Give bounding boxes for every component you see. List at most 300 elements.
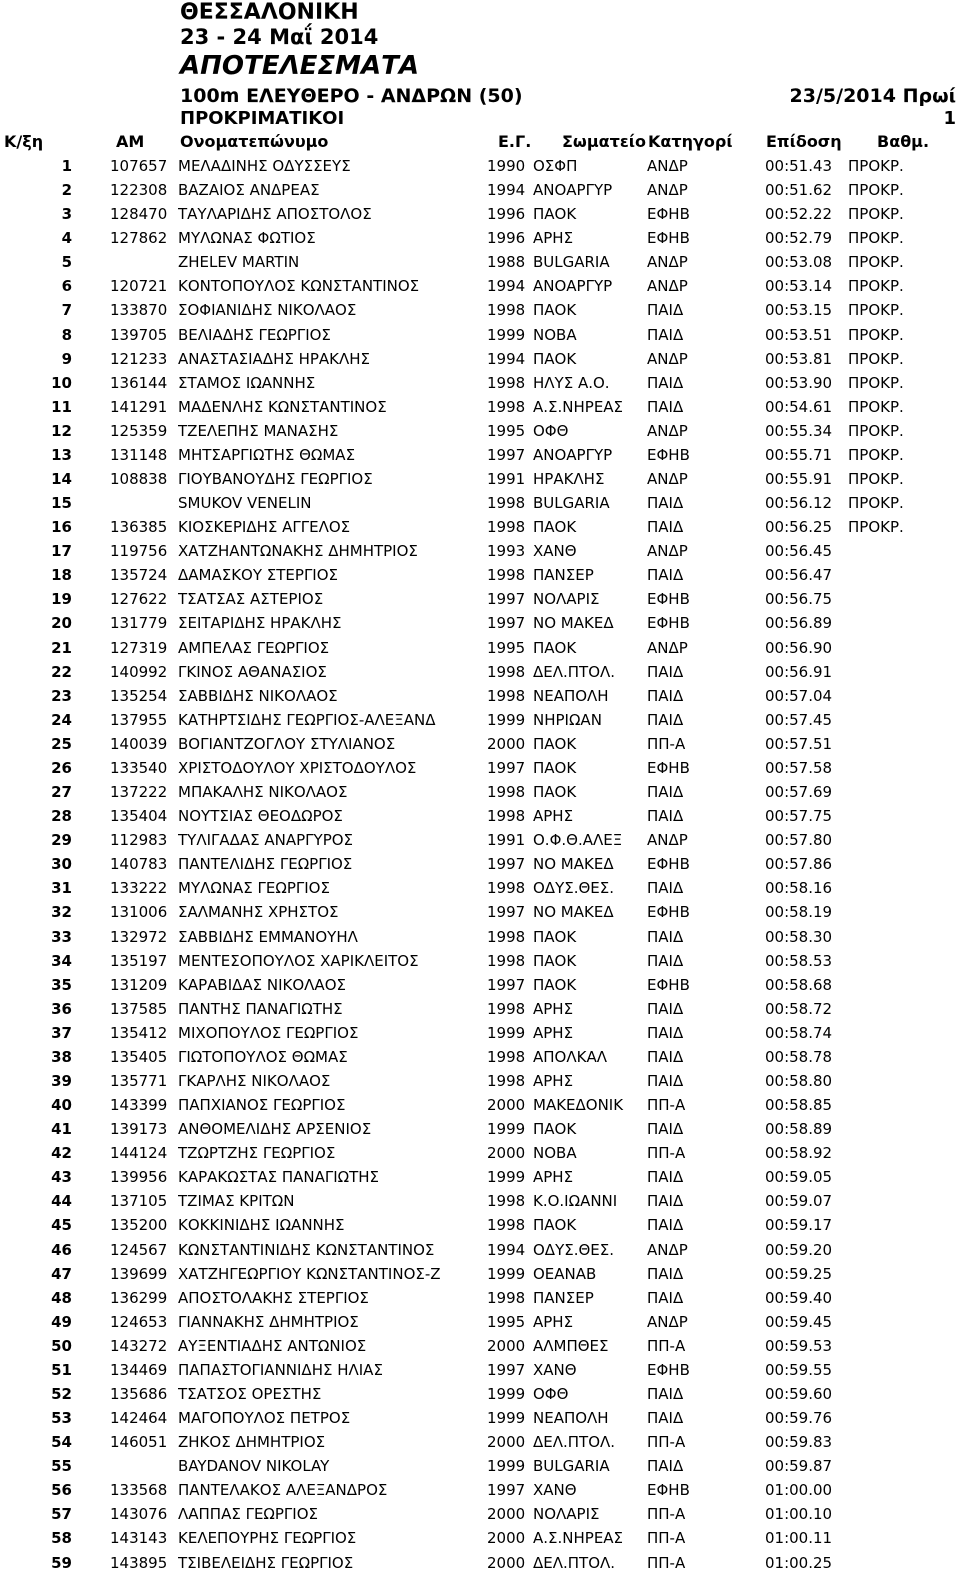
club-cell: ΝΟ ΜΑΚΕΔ (533, 903, 614, 922)
birth-year-cell: 1994 (487, 349, 526, 368)
qualification-cell: ΠΡΟΚΡ. (848, 470, 904, 489)
time-cell: 00:54.61 (765, 397, 833, 416)
am-cell: 124567 (110, 1240, 168, 1259)
qualification-cell: ΠΡΟΚΡ. (848, 349, 904, 368)
athlete-name-cell: ΓΙΩΤΟΠΟΥΛΟΣ ΘΩΜΑΣ (178, 1047, 348, 1066)
category-cell: ΠΠ-Α (647, 1505, 686, 1524)
birth-year-cell: 1998 (487, 1047, 526, 1066)
table-row (0, 877, 960, 901)
athlete-name-cell: ΑΝΑΣΤΑΣΙΑΔΗΣ ΗΡΑΚΛΗΣ (178, 349, 371, 368)
am-cell: 135197 (110, 951, 168, 970)
column-header-category: Κατηγορί (648, 132, 733, 151)
time-cell: 00:59.17 (765, 1216, 833, 1235)
table-row (0, 468, 960, 492)
athlete-name-cell: ΤΖΩΡΤΖΗΣ ΓΕΩΡΓΙΟΣ (178, 1144, 336, 1163)
rank-cell: 49 (51, 1312, 72, 1331)
rank-cell: 34 (51, 951, 72, 970)
time-cell: 00:56.47 (765, 566, 833, 585)
category-cell: ΠΑΙΔ (647, 1168, 684, 1187)
table-row (0, 1335, 960, 1359)
club-cell: ΑΡΗΣ (533, 229, 574, 248)
birth-year-cell: 1994 (487, 181, 526, 200)
category-cell: ΠΠ-Α (647, 1433, 686, 1452)
time-cell: 00:56.45 (765, 542, 833, 561)
athlete-name-cell: ΜΕΛΑΔΙΝΗΣ ΟΔΥΣΣΕΥΣ (178, 157, 351, 175)
athlete-name-cell: ΚΑΡΑΒΙΔΑΣ ΝΙΚΟΛΑΟΣ (178, 975, 346, 994)
birth-year-cell: 1999 (487, 1120, 526, 1139)
table-row (0, 926, 960, 950)
birth-year-cell: 1997 (487, 445, 526, 464)
athlete-name-cell: ΖΗΚΟΣ ΔΗΜΗΤΡΙΟΣ (178, 1433, 326, 1452)
time-cell: 00:58.16 (765, 879, 833, 898)
rank-cell: 17 (51, 542, 72, 561)
table-row (0, 564, 960, 588)
category-cell: ΑΝΔΡ (647, 421, 688, 440)
time-cell: 01:00.11 (765, 1529, 833, 1548)
table-row (0, 901, 960, 925)
table-row (0, 1359, 960, 1383)
club-cell: ΑΡΗΣ (533, 999, 574, 1018)
table-row (0, 155, 960, 179)
table-row (0, 1527, 960, 1551)
rank-cell: 15 (51, 494, 72, 513)
athlete-name-cell: ΣΑΛΜΑΝΗΣ ΧΡΗΣΤΟΣ (178, 903, 339, 922)
birth-year-cell: 1998 (487, 494, 526, 513)
table-row (0, 1479, 960, 1503)
birth-year-cell: 1998 (487, 1071, 526, 1090)
category-cell: ΠΑΙΔ (647, 999, 684, 1018)
club-cell: ΝΟ ΜΑΚΕΔ (533, 855, 614, 874)
club-cell: ΧΑΝΘ (533, 542, 577, 561)
time-cell: 00:56.90 (765, 638, 833, 657)
am-cell: 133222 (110, 879, 168, 898)
athlete-name-cell: ΤΥΛΙΓΑΔΑΣ ΑΝΑΡΓΥΡΟΣ (178, 831, 354, 850)
qualification-cell: ΠΡΟΚΡ. (848, 494, 904, 513)
category-cell: ΑΝΔΡ (647, 542, 688, 561)
rank-cell: 10 (51, 373, 72, 392)
column-header-position: Κ/ξη (4, 132, 44, 151)
birth-year-cell: 1998 (487, 301, 526, 320)
birth-year-cell: 1999 (487, 1168, 526, 1187)
rank-cell: 18 (51, 566, 72, 585)
am-cell: 131006 (110, 903, 168, 922)
birth-year-cell: 2000 (487, 1096, 526, 1115)
table-row (0, 1190, 960, 1214)
club-cell: BULGARIA (533, 1457, 610, 1476)
club-cell: ΟΣΦΠ (533, 157, 578, 175)
rank-cell: 47 (51, 1264, 72, 1283)
club-cell: ΑΡΗΣ (533, 807, 574, 826)
time-cell: 00:57.69 (765, 783, 833, 802)
am-cell: 140783 (110, 855, 168, 874)
table-row (0, 998, 960, 1022)
rank-cell: 54 (51, 1433, 72, 1452)
club-cell: ΝΗΡΙΩΑΝ (533, 710, 602, 729)
rank-cell: 38 (51, 1047, 72, 1066)
table-row (0, 757, 960, 781)
rank-cell: 53 (51, 1409, 72, 1428)
am-cell: 119756 (110, 542, 168, 561)
athlete-name-cell: ΜΥΛΩΝΑΣ ΓΕΩΡΓΙΟΣ (178, 879, 330, 898)
athlete-name-cell: ΤΖΕΛΕΠΗΣ ΜΑΝΑΣΗΣ (178, 421, 339, 440)
qualification-cell: ΠΡΟΚΡ. (848, 421, 904, 440)
category-cell: ΠΑΙΔ (647, 951, 684, 970)
club-cell: ΔΕΛ.ΠΤΟΛ. (533, 1553, 616, 1572)
club-cell: ΝΟΒΑ (533, 325, 577, 344)
rank-cell: 29 (51, 831, 72, 850)
am-cell: 143895 (110, 1553, 168, 1572)
category-cell: ΠΠ-Α (647, 1096, 686, 1115)
time-cell: 00:53.14 (765, 277, 833, 296)
rank-cell: 24 (51, 710, 72, 729)
rank-cell: 52 (51, 1384, 72, 1403)
city-title: ΘΕΣΣΑΛΟΝΙΚΗ (180, 0, 359, 25)
category-cell: ΠΑΙΔ (647, 879, 684, 898)
club-cell: ΑΡΗΣ (533, 1071, 574, 1090)
am-cell: 112983 (110, 831, 168, 850)
am-cell: 125359 (110, 421, 168, 440)
am-cell: 139173 (110, 1120, 168, 1139)
table-row (0, 1046, 960, 1070)
rank-cell: 39 (51, 1071, 72, 1090)
athlete-name-cell: ΓΙΑΝΝΑΚΗΣ ΔΗΜΗΤΡΙΟΣ (178, 1312, 359, 1331)
birth-year-cell: 1997 (487, 855, 526, 874)
rank-cell: 31 (51, 879, 72, 898)
athlete-name-cell: ΜΗΤΣΑΡΓΙΩΤΗΣ ΘΩΜΑΣ (178, 445, 356, 464)
athlete-name-cell: ΜΥΛΩΝΑΣ ΦΩΤΙΟΣ (178, 229, 316, 248)
category-cell: ΑΝΔΡ (647, 831, 688, 850)
athlete-name-cell: ΚΟΚΚΙΝΙΔΗΣ ΙΩΑΝΝΗΣ (178, 1216, 345, 1235)
am-cell: 131148 (110, 445, 168, 464)
qualification-cell: ΠΡΟΚΡ. (848, 301, 904, 320)
club-cell: ΑΝΟΑΡΓΥΡ (533, 445, 613, 464)
birth-year-cell: 1988 (487, 253, 526, 272)
rank-cell: 1 (61, 157, 72, 175)
table-row (0, 805, 960, 829)
rank-cell: 9 (61, 349, 72, 368)
athlete-name-cell: ΒΕΛΙΑΔΗΣ ΓΕΩΡΓΙΟΣ (178, 325, 331, 344)
birth-year-cell: 1990 (487, 157, 526, 175)
time-cell: 00:56.91 (765, 662, 833, 681)
athlete-name-cell: ΑΠΟΣΤΟΛΑΚΗΣ ΣΤΕΡΓΙΟΣ (178, 1288, 369, 1307)
time-cell: 00:51.62 (765, 181, 833, 200)
table-row (0, 829, 960, 853)
time-cell: 00:51.43 (765, 157, 833, 175)
birth-year-cell: 1998 (487, 518, 526, 537)
rank-cell: 40 (51, 1096, 72, 1115)
time-cell: 00:56.25 (765, 518, 833, 537)
category-cell: ΑΝΔΡ (647, 157, 688, 175)
rank-cell: 11 (51, 397, 72, 416)
birth-year-cell: 1996 (487, 229, 526, 248)
time-cell: 00:57.45 (765, 710, 833, 729)
am-cell: 131209 (110, 975, 168, 994)
table-row (0, 275, 960, 299)
am-cell: 121233 (110, 349, 168, 368)
category-cell: ΠΑΙΔ (647, 807, 684, 826)
table-row (0, 251, 960, 275)
athlete-name-cell: ΠΑΠΧΙΑΝΟΣ ΓΕΩΡΓΙΟΣ (178, 1096, 346, 1115)
athlete-name-cell: BAYDANOV NIKOLAY (178, 1457, 330, 1476)
rank-cell: 12 (51, 421, 72, 440)
table-row (0, 733, 960, 757)
am-cell: 137105 (110, 1192, 168, 1211)
category-cell: ΠΠ-Α (647, 1144, 686, 1163)
athlete-name-cell: ΤΣΙΒΕΛΕΙΔΗΣ ΓΕΩΡΓΙΟΣ (178, 1553, 354, 1572)
table-row (0, 612, 960, 636)
athlete-name-cell: ΓΙΟΥΒΑΝΟΥΔΗΣ ΓΕΩΡΓΙΟΣ (178, 470, 373, 489)
category-cell: ΠΑΙΔ (647, 662, 684, 681)
time-cell: 00:59.60 (765, 1384, 833, 1403)
table-row (0, 1455, 960, 1479)
am-cell: 135254 (110, 686, 168, 705)
club-cell: ΟΦΘ (533, 1384, 569, 1403)
club-cell: Α.Σ.ΝΗΡΕΑΣ (533, 397, 624, 416)
category-cell: ΕΦΗΒ (647, 903, 690, 922)
birth-year-cell: 1991 (487, 831, 526, 850)
athlete-name-cell: ΜΑΔΕΝΛΗΣ ΚΩΝΣΤΑΝΤΙΝΟΣ (178, 397, 387, 416)
athlete-name-cell: ΣΤΑΜΟΣ ΙΩΑΝΝΗΣ (178, 373, 316, 392)
category-cell: ΠΑΙΔ (647, 1409, 684, 1428)
birth-year-cell: 1999 (487, 1023, 526, 1042)
category-cell: ΠΑΙΔ (647, 1023, 684, 1042)
am-cell: 133870 (110, 301, 168, 320)
athlete-name-cell: ΒΑΖΑΙΟΣ ΑΝΔΡΕΑΣ (178, 181, 320, 200)
time-cell: 01:00.10 (765, 1505, 833, 1524)
rank-cell: 20 (51, 614, 72, 633)
category-cell: ΠΑΙΔ (647, 1216, 684, 1235)
table-row (0, 1214, 960, 1238)
birth-year-cell: 2000 (487, 734, 526, 753)
category-cell: ΠΠ-Α (647, 1336, 686, 1355)
event-dates: 23 - 24 Μαΐ 2014 (180, 25, 379, 49)
table-row (0, 1503, 960, 1527)
category-cell: ΑΝΔΡ (647, 349, 688, 368)
category-cell: ΠΑΙΔ (647, 566, 684, 585)
table-row (0, 1311, 960, 1335)
club-cell: ΝΕΑΠΟΛΗ (533, 1409, 609, 1428)
category-cell: ΠΑΙΔ (647, 927, 684, 946)
rank-cell: 32 (51, 903, 72, 922)
time-cell: 00:53.15 (765, 301, 833, 320)
table-row (0, 637, 960, 661)
table-row (0, 1142, 960, 1166)
club-cell: ΔΕΛ.ΠΤΟΛ. (533, 662, 616, 681)
table-row (0, 324, 960, 348)
birth-year-cell: 1997 (487, 758, 526, 777)
table-row (0, 372, 960, 396)
category-cell: ΠΑΙΔ (647, 518, 684, 537)
athlete-name-cell: ΜΠΑΚΑΛΗΣ ΝΙΚΟΛΑΟΣ (178, 783, 348, 802)
category-cell: ΠΑΙΔ (647, 1288, 684, 1307)
athlete-name-cell: ΝΟΥΤΣΙΑΣ ΘΕΟΔΩΡΟΣ (178, 807, 343, 826)
qualification-cell: ΠΡΟΚΡ. (848, 277, 904, 296)
time-cell: 00:58.89 (765, 1120, 833, 1139)
club-cell: ΔΕΛ.ΠΤΟΛ. (533, 1433, 616, 1452)
athlete-name-cell: ΚΑΡΑΚΩΣΤΑΣ ΠΑΝΑΓΙΩΤΗΣ (178, 1168, 380, 1187)
rank-cell: 58 (51, 1529, 72, 1548)
category-cell: ΕΦΗΒ (647, 975, 690, 994)
club-cell: ΠΑΟΚ (533, 927, 577, 946)
birth-year-cell: 1998 (487, 373, 526, 392)
am-cell: 120721 (110, 277, 168, 296)
time-cell: 00:59.76 (765, 1409, 833, 1428)
am-cell: 135412 (110, 1023, 168, 1042)
am-cell: 127622 (110, 590, 168, 609)
birth-year-cell: 1997 (487, 975, 526, 994)
time-cell: 00:55.91 (765, 470, 833, 489)
rank-cell: 37 (51, 1023, 72, 1042)
club-cell: ΠΑΟΚ (533, 638, 577, 657)
table-row (0, 709, 960, 733)
column-header-am: ΑΜ (116, 132, 145, 151)
category-cell: ΑΝΔΡ (647, 638, 688, 657)
qualification-cell: ΠΡΟΚΡ. (848, 181, 904, 200)
am-cell: 135724 (110, 566, 168, 585)
time-cell: 00:59.07 (765, 1192, 833, 1211)
am-cell: 140039 (110, 734, 168, 753)
am-cell: 133568 (110, 1481, 168, 1500)
am-cell: 137585 (110, 999, 168, 1018)
time-cell: 00:58.74 (765, 1023, 833, 1042)
category-cell: ΠΠ-Α (647, 1553, 686, 1572)
birth-year-cell: 2000 (487, 1553, 526, 1572)
am-cell: 131779 (110, 614, 168, 633)
table-row (0, 203, 960, 227)
rank-cell: 59 (51, 1553, 72, 1572)
birth-year-cell: 1999 (487, 1409, 526, 1428)
club-cell: ΠΑΟΚ (533, 301, 577, 320)
rank-cell: 42 (51, 1144, 72, 1163)
qualification-cell: ΠΡΟΚΡ. (848, 373, 904, 392)
rank-cell: 23 (51, 686, 72, 705)
time-cell: 00:59.20 (765, 1240, 833, 1259)
athlete-name-cell: ΧΑΤΖΗΓΕΩΡΓΙΟΥ ΚΩΝΣΤΑΝΤΙΝΟΣ-Ζ (178, 1264, 441, 1283)
am-cell: 107657 (110, 157, 168, 175)
birth-year-cell: 1998 (487, 951, 526, 970)
am-cell: 139705 (110, 325, 168, 344)
birth-year-cell: 1997 (487, 614, 526, 633)
club-cell: ΠΑΝΣΕΡ (533, 566, 594, 585)
table-row (0, 396, 960, 420)
rank-cell: 46 (51, 1240, 72, 1259)
athlete-name-cell: ΠΑΝΤΗΣ ΠΑΝΑΓΙΩΤΗΣ (178, 999, 343, 1018)
club-cell: ΗΡΑΚΛΗΣ (533, 470, 605, 489)
birth-year-cell: 1998 (487, 397, 526, 416)
am-cell: 128470 (110, 205, 168, 224)
am-cell: 135200 (110, 1216, 168, 1235)
rank-cell: 43 (51, 1168, 72, 1187)
time-cell: 00:58.92 (765, 1144, 833, 1163)
birth-year-cell: 1997 (487, 1481, 526, 1500)
category-cell: ΑΝΔΡ (647, 277, 688, 296)
rank-cell: 21 (51, 638, 72, 657)
qualification-cell: ΠΡΟΚΡ. (848, 253, 904, 272)
category-cell: ΠΑΙΔ (647, 1192, 684, 1211)
birth-year-cell: 1998 (487, 1216, 526, 1235)
results-title: ΑΠΟΤΕΛΕΣΜΑΤΑ (180, 51, 419, 81)
club-cell: ΟΔΥΣ.ΘΕΣ. (533, 879, 615, 898)
am-cell: 135405 (110, 1047, 168, 1066)
category-cell: ΠΑΙΔ (647, 397, 684, 416)
time-cell: 00:52.79 (765, 229, 833, 248)
am-cell: 146051 (110, 1433, 168, 1452)
table-row (0, 492, 960, 516)
category-cell: ΠΑΙΔ (647, 494, 684, 513)
time-cell: 00:57.75 (765, 807, 833, 826)
club-cell: ΜΑΚΕΔΟΝΙΚ (533, 1096, 624, 1115)
time-cell: 01:00.00 (765, 1481, 833, 1500)
table-row (0, 1094, 960, 1118)
club-cell: ΗΛΥΣ Α.Ο. (533, 373, 610, 392)
category-cell: ΑΝΔΡ (647, 181, 688, 200)
birth-year-cell: 1997 (487, 590, 526, 609)
club-cell: ΑΝΟΑΡΓΥΡ (533, 181, 613, 200)
birth-year-cell: 1998 (487, 1288, 526, 1307)
qualification-cell: ΠΡΟΚΡ. (848, 397, 904, 416)
athlete-name-cell: ΜΙΧΟΠΟΥΛΟΣ ΓΕΩΡΓΙΟΣ (178, 1023, 359, 1042)
birth-year-cell: 1998 (487, 807, 526, 826)
club-cell: ΠΑΟΚ (533, 758, 577, 777)
rank-cell: 41 (51, 1120, 72, 1139)
birth-year-cell: 1991 (487, 470, 526, 489)
athlete-name-cell: ΚΟΝΤΟΠΟΥΛΟΣ ΚΩΝΣΤΑΝΤΙΝΟΣ (178, 277, 420, 296)
rank-cell: 4 (61, 229, 72, 248)
qualification-cell: ΠΡΟΚΡ. (848, 518, 904, 537)
rank-cell: 26 (51, 758, 72, 777)
qualification-cell: ΠΡΟΚΡ. (848, 229, 904, 248)
table-row (0, 588, 960, 612)
club-cell: ΝΟΛΑΡΙΣ (533, 1505, 600, 1524)
am-cell: 139699 (110, 1264, 168, 1283)
rank-cell: 28 (51, 807, 72, 826)
category-cell: ΠΑΙΔ (647, 1047, 684, 1066)
birth-year-cell: 1997 (487, 903, 526, 922)
rank-cell: 3 (61, 205, 72, 224)
table-row (0, 179, 960, 203)
event-name: 100m ΕΛΕΥΘΕΡΟ - ΑΝΔΡΩΝ (50) (180, 85, 523, 107)
rank-cell: 8 (61, 325, 72, 344)
birth-year-cell: 1998 (487, 879, 526, 898)
rank-cell: 2 (61, 181, 72, 200)
club-cell: ΑΡΗΣ (533, 1312, 574, 1331)
time-cell: 00:58.30 (765, 927, 833, 946)
time-cell: 00:56.75 (765, 590, 833, 609)
birth-year-cell: 1998 (487, 1192, 526, 1211)
rank-cell: 7 (61, 301, 72, 320)
rank-cell: 51 (51, 1360, 72, 1379)
rank-cell: 55 (51, 1457, 72, 1476)
table-row (0, 685, 960, 709)
time-cell: 00:56.12 (765, 494, 833, 513)
table-row (0, 299, 960, 323)
time-cell: 00:57.86 (765, 855, 833, 874)
athlete-name-cell: ΤΑΥΛΑΡΙΔΗΣ ΑΠΟΣΤΟΛΟΣ (178, 205, 372, 224)
club-cell: ΟΕΑΝΑΒ (533, 1264, 597, 1283)
am-cell: 142464 (110, 1409, 168, 1428)
time-cell: 00:59.87 (765, 1457, 833, 1476)
category-cell: ΠΠ-Α (647, 734, 686, 753)
birth-year-cell: 1999 (487, 1264, 526, 1283)
column-header-year: Ε.Γ. (498, 132, 532, 151)
am-cell: 127319 (110, 638, 168, 657)
birth-year-cell: 1993 (487, 542, 526, 561)
club-cell: ΑΠΟΛΚΑΛ (533, 1047, 607, 1066)
athlete-name-cell: ΤΣΑΤΣΑΣ ΑΣΤΕΡΙΟΣ (178, 590, 324, 609)
club-cell: ΠΑΟΚ (533, 734, 577, 753)
am-cell: 140992 (110, 662, 168, 681)
page-number: 1 (943, 108, 956, 129)
